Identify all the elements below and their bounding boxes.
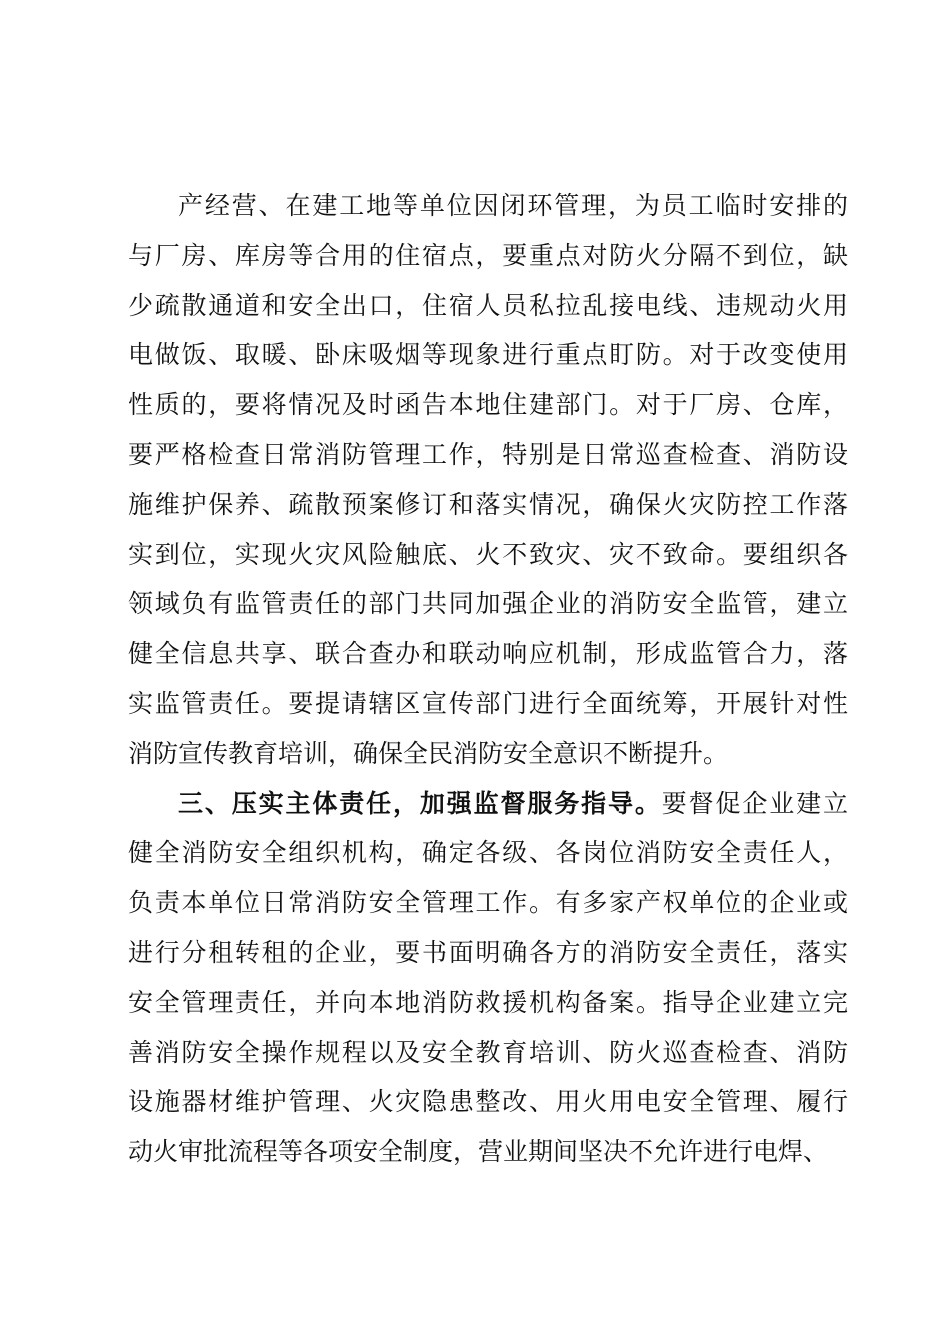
text-line: 消防宣传教育培训，确保全民消防安全意识不断提升。 (128, 738, 729, 768)
text-line: 实监管责任。要提请辖区宣传部门进行全面统筹，开展针对性 (128, 688, 848, 718)
text-line: 进行分租转租的企业，要书面明确各方的消防安全责任，落实 (128, 937, 848, 967)
text-line: 实到位，实现火灾风险触底、火不致灾、灾不致命。要组织各 (128, 539, 848, 569)
text-line: 健全信息共享、联合查办和联动响应机制，形成监管合力，落 (128, 639, 848, 669)
text-line: 产经营、在建工地等单位因闭环管理，为员工临时安排的 (178, 191, 848, 220)
text-line: 健全消防安全组织机构，确定各级、各岗位消防安全责任人， (128, 838, 848, 868)
text-line: 电做饭、取暖、卧床吸烟等现象进行重点盯防。对于改变使用 (128, 340, 848, 370)
paragraph-1 (128, 186, 848, 784)
text-line: 领域负有监管责任的部门共同加强企业的消防安全监管，建立 (128, 589, 848, 619)
text-line: 性质的，要将情况及时函告本地住建部门。对于厂房、仓库， (128, 390, 848, 420)
text-line: 设施器材维护管理、火灾隐患整改、用火用电安全管理、履行 (128, 1087, 848, 1117)
text-line: 与厂房、库房等合用的住宿点，要重点对防火分隔不到位，缺 (128, 240, 848, 270)
text-line: 安全管理责任，并向本地消防救援机构备案。指导企业建立完 (128, 987, 848, 1017)
text-line: 少疏散通道和安全出口，住宿人员私拉乱接电线、违规动火用 (128, 290, 848, 320)
document-body (128, 186, 848, 1182)
text-line: 施维护保养、疏散预案修订和落实情况，确保火灾防控工作落 (128, 489, 848, 519)
heading-line-rest: 要督促企业建立 (661, 788, 848, 818)
section-heading: 三、压实主体责任，加强监督服务指导。 (178, 788, 662, 818)
text-line: 动火审批流程等各项安全制度，营业期间坚决不允许进行电焊、 (128, 1137, 829, 1167)
paragraph-2 (128, 784, 848, 1182)
text-line: 负责本单位日常消防安全管理工作。有多家产权单位的企业或 (128, 888, 848, 918)
text-line: 善消防安全操作规程以及安全教育培训、防火巡查检查、消防 (128, 1037, 848, 1067)
text-line (128, 784, 848, 834)
text-line: 要严格检查日常消防管理工作，特别是日常巡查检查、消防设 (128, 439, 848, 469)
